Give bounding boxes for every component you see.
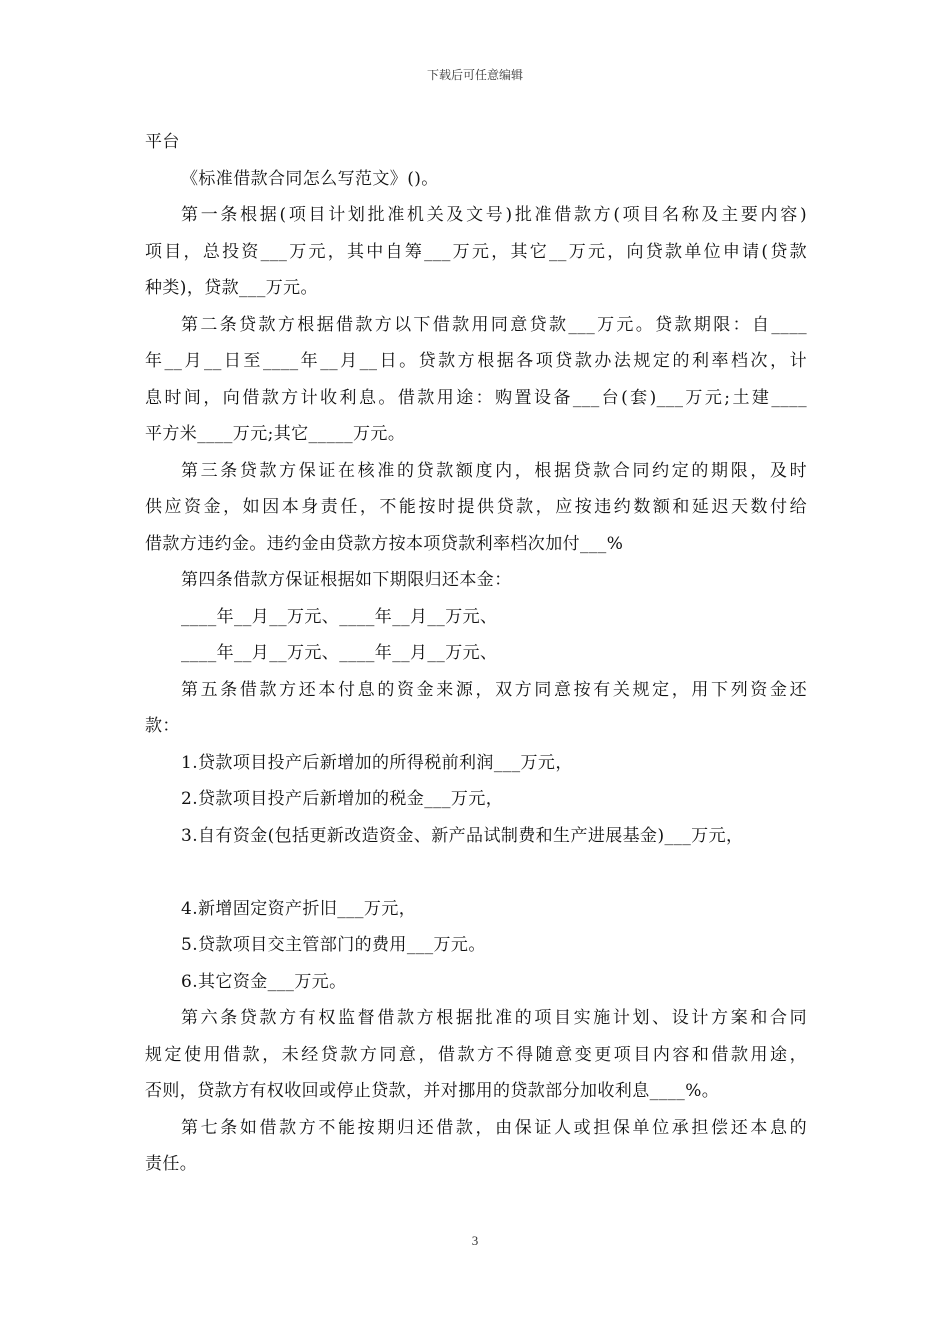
text-line: 第四条借款方保证根据如下期限归还本金： <box>181 570 512 590</box>
text-line: 第一条根据(项目计划批准机关及文号)批准借款方(项目名称及主要内容) <box>181 205 807 225</box>
page-header: 下载后可任意编辑 <box>426 68 523 82</box>
text-line: 第六条贷款方有权监督借款方根据批准的项目实施计划、设计方案和合同 <box>181 1008 807 1028</box>
text-line: 第三条贷款方保证在核准的贷款额度内，根据贷款合同约定的期限，及时 <box>181 460 807 481</box>
text-line: 第五条借款方还本付息的资金来源，双方同意按有关规定，用下列资金还 <box>181 679 807 700</box>
text-line: 供应资金，如因本身责任，不能按时提供贷款，应按违约数额和延迟天数付给 <box>145 497 807 517</box>
page-number: 3 <box>471 1233 479 1248</box>
text-line: 否则，贷款方有权收回或停止贷款，并对挪用的贷款部分加收利息____%。 <box>145 1081 720 1101</box>
text-line: 6.其它资金___万元。 <box>181 971 347 992</box>
blank-line <box>145 854 807 891</box>
text-line: 种类)，贷款___万元。 <box>145 278 318 298</box>
text-line: 平方米____万元;其它_____万元。 <box>145 424 406 444</box>
text-line: ____年__月__万元、____年__月__万元、 <box>181 606 498 627</box>
text-line: 规定使用借款，未经贷款方同意，借款方不得随意变更项目内容和借款用途， <box>145 1044 807 1065</box>
text-line: ____年__月__万元、____年__月__万元、 <box>181 643 498 663</box>
text-line: 借款方违约金。违约金由贷款方按本项贷款利率档次加付___% <box>145 533 624 554</box>
document-body <box>145 124 807 1183</box>
text-line: 平台 <box>145 132 180 152</box>
text-line: 1.贷款项目投产后新增加的所得税前利润___万元， <box>181 752 573 773</box>
text-line: 项目，总投资___万元，其中自筹___万元，其它__万元，向贷款单位申请(贷款 <box>145 241 807 262</box>
text-line: 款： <box>145 716 180 736</box>
text-line: 息时间，向借款方计收利息。借款用途：购置设备___台(套)___万元;土建____ <box>145 387 807 408</box>
text-line: 年__月__日至____年__月__日。贷款方根据各项贷款办法规定的利率档次，计 <box>145 351 807 371</box>
text-line: 4.新增固定资产折旧___万元， <box>181 898 417 919</box>
text-line: 3.自有资金(包括更新改造资金、新产品试制费和生产进展基金)___万元， <box>181 825 744 846</box>
text-line: 责任。 <box>145 1154 198 1174</box>
text-line: 5.贷款项目交主管部门的费用___万元。 <box>181 935 486 955</box>
text-line: 《标准借款合同怎么写范文》()。 <box>181 168 439 189</box>
text-line: 第二条贷款方根据借款方以下借款用同意贷款___万元。贷款期限：自____ <box>181 314 807 335</box>
text-line: 2.贷款项目投产后新增加的税金___万元， <box>181 789 504 809</box>
text-line: 第七条如借款方不能按期归还借款，由保证人或担保单位承担偿还本息的 <box>181 1117 807 1138</box>
